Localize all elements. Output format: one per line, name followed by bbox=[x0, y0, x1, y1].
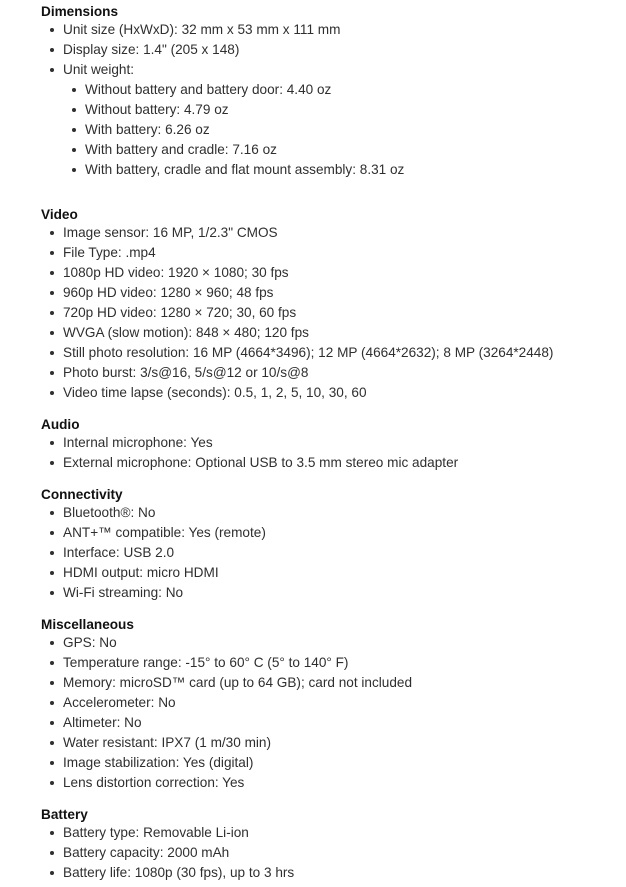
sub-list-item: With battery and cradle: 7.16 oz bbox=[41, 140, 621, 160]
list-item: Wi-Fi streaming: No bbox=[41, 583, 621, 603]
section-spacer bbox=[41, 403, 621, 416]
bullet-icon bbox=[50, 681, 54, 685]
bullet-icon bbox=[50, 511, 54, 515]
list-item: Image sensor: 16 MP, 1/2.3" CMOS bbox=[41, 223, 621, 243]
bullet-icon bbox=[50, 871, 54, 875]
list-item: 720p HD video: 1280 × 720; 30, 60 fps bbox=[41, 303, 621, 323]
bullet-icon bbox=[50, 721, 54, 725]
bullet-icon bbox=[50, 48, 54, 52]
bullet-icon bbox=[50, 701, 54, 705]
spec-sheet bbox=[41, 3, 621, 883]
list-item: Temperature range: -15° to 60° C (5° to 140° F) bbox=[41, 653, 621, 673]
list-item: Display size: 1.4" (205 x 148) bbox=[41, 40, 621, 60]
section-spacer bbox=[41, 473, 621, 486]
section-spacer bbox=[41, 793, 621, 806]
list-item: Bluetooth®: No bbox=[41, 503, 621, 523]
section-title: Video bbox=[41, 207, 78, 222]
bullet-icon bbox=[72, 128, 76, 132]
bullet-icon bbox=[50, 251, 54, 255]
sub-list-item: With battery, cradle and flat mount assembly: 8.31 oz bbox=[41, 160, 621, 180]
section-video bbox=[41, 206, 621, 403]
list-item: 960p HD video: 1280 × 960; 48 fps bbox=[41, 283, 621, 303]
bullet-icon bbox=[72, 108, 76, 112]
sub-list-item: With battery: 6.26 oz bbox=[41, 120, 621, 140]
bullet-icon bbox=[50, 741, 54, 745]
bullet-icon bbox=[50, 441, 54, 445]
bullet-icon bbox=[50, 351, 54, 355]
list-item: Unit weight: bbox=[41, 60, 621, 80]
spec-list bbox=[41, 823, 621, 883]
section-title: Dimensions bbox=[41, 4, 119, 19]
bullet-icon bbox=[50, 371, 54, 375]
bullet-icon bbox=[50, 571, 54, 575]
list-item: File Type: .mp4 bbox=[41, 243, 621, 263]
list-item: Memory: microSD™ card (up to 64 GB); card not included bbox=[41, 673, 621, 693]
list-item: Photo burst: 3/s@16, 5/s@12 or 10/s@8 bbox=[41, 363, 621, 383]
list-item: Water resistant: IPX7 (1 m/30 min) bbox=[41, 733, 621, 753]
spec-list bbox=[41, 633, 621, 793]
bullet-icon bbox=[50, 831, 54, 835]
bullet-icon bbox=[50, 661, 54, 665]
section-connectivity bbox=[41, 486, 621, 603]
spec-list bbox=[41, 223, 621, 403]
bullet-icon bbox=[50, 551, 54, 555]
bullet-icon bbox=[50, 331, 54, 335]
list-item: HDMI output: micro HDMI bbox=[41, 563, 621, 583]
list-item: Battery life: 1080p (30 fps), up to 3 hrs bbox=[41, 863, 621, 883]
bullet-icon bbox=[50, 291, 54, 295]
sub-list-item: Without battery: 4.79 oz bbox=[41, 100, 621, 120]
sub-list-item: Without battery and battery door: 4.40 oz bbox=[41, 80, 621, 100]
bullet-icon bbox=[50, 28, 54, 32]
list-item: External microphone: Optional USB to 3.5 mm stereo mic adapter bbox=[41, 453, 621, 473]
section-title: Audio bbox=[41, 417, 80, 432]
bullet-icon bbox=[50, 641, 54, 645]
bullet-icon bbox=[50, 531, 54, 535]
list-item: Lens distortion correction: Yes bbox=[41, 773, 621, 793]
bullet-icon bbox=[50, 391, 54, 395]
list-item: Image stabilization: Yes (digital) bbox=[41, 753, 621, 773]
bullet-icon bbox=[50, 851, 54, 855]
list-item: 1080p HD video: 1920 × 1080; 30 fps bbox=[41, 263, 621, 283]
section-miscellaneous bbox=[41, 616, 621, 793]
bullet-icon bbox=[72, 88, 76, 92]
list-item: Accelerometer: No bbox=[41, 693, 621, 713]
list-item: Video time lapse (seconds): 0.5, 1, 2, 5, 10, 30, 60 bbox=[41, 383, 621, 403]
section-title: Battery bbox=[41, 807, 88, 822]
spec-list bbox=[41, 433, 621, 473]
section-battery bbox=[41, 806, 621, 883]
section-title: Miscellaneous bbox=[41, 617, 134, 632]
list-item: Battery capacity: 2000 mAh bbox=[41, 843, 621, 863]
spec-list bbox=[41, 503, 621, 603]
list-item: ANT+™ compatible: Yes (remote) bbox=[41, 523, 621, 543]
section-dimensions bbox=[41, 3, 621, 180]
bullet-icon bbox=[72, 148, 76, 152]
bullet-icon bbox=[50, 271, 54, 275]
bullet-icon bbox=[50, 761, 54, 765]
section-spacer bbox=[41, 603, 621, 616]
bullet-icon bbox=[50, 68, 54, 72]
list-item: Battery type: Removable Li-ion bbox=[41, 823, 621, 843]
bullet-icon bbox=[50, 461, 54, 465]
bullet-icon bbox=[50, 311, 54, 315]
section-title: Connectivity bbox=[41, 487, 123, 502]
list-item: Interface: USB 2.0 bbox=[41, 543, 621, 563]
bullet-icon bbox=[72, 168, 76, 172]
list-item: GPS: No bbox=[41, 633, 621, 653]
list-item: WVGA (slow motion): 848 × 480; 120 fps bbox=[41, 323, 621, 343]
list-item: Still photo resolution: 16 MP (4664*3496); 12 MP (4664*2632); 8 MP (3264*2448) bbox=[41, 343, 621, 363]
bullet-icon bbox=[50, 781, 54, 785]
list-item: Internal microphone: Yes bbox=[41, 433, 621, 453]
bullet-icon bbox=[50, 231, 54, 235]
list-item: Altimeter: No bbox=[41, 713, 621, 733]
bullet-icon bbox=[50, 591, 54, 595]
section-spacer bbox=[41, 180, 621, 206]
list-item: Unit size (HxWxD): 32 mm x 53 mm x 111 mm bbox=[41, 20, 621, 40]
section-audio bbox=[41, 416, 621, 473]
spec-list bbox=[41, 20, 621, 180]
